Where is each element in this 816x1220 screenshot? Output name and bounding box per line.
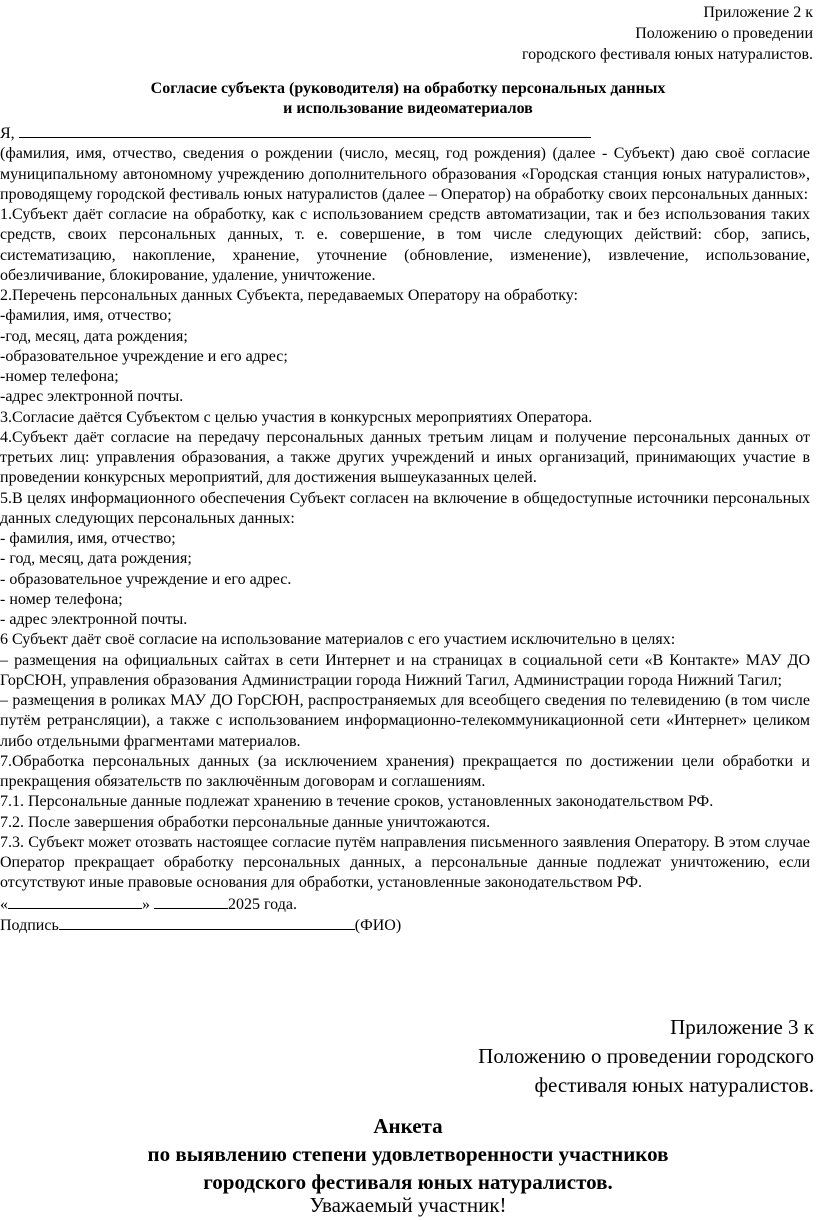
appendix-2-header xyxy=(393,2,816,65)
clause-5: 5.В целях информационного обеспечения Субъект согласен на включение в общедоступные источники персональных данных следующих персональных данных: xyxy=(0,489,810,527)
consent-body xyxy=(0,123,810,936)
signature-line xyxy=(0,915,810,936)
survey-title-line3: городского фестиваля юных натуралистов. xyxy=(203,1170,613,1194)
clause-2-item: -фамилия, имя, отчество; xyxy=(0,307,172,325)
name-prefix: Я, xyxy=(0,125,15,142)
clause-6: 6 Субъект даёт своё согласие на использование материалов с его участием исключительно в целях: xyxy=(0,631,676,649)
date-year: 2025 года. xyxy=(228,895,297,913)
survey-title-line2: по выявлению степени удовлетворенности участников xyxy=(147,1142,669,1166)
date-day-blank xyxy=(8,894,142,909)
clause-2-item: -адрес электронной почты. xyxy=(0,388,184,406)
date-line xyxy=(0,894,810,915)
date-month-blank xyxy=(154,894,228,909)
appendix-3-line2: Положению о проведении городского xyxy=(478,1044,814,1068)
clause-7: 7.Обработка персональных данных (за исключением хранения) прекращается по достижении цели обработки и прекращения обязательств по заключённым договорам и соглашениям. xyxy=(0,752,810,790)
clause-5-item: - образовательное учреждение и его адрес. xyxy=(0,570,292,588)
intro-paragraph: (фамилия, имя, отчество, сведения о рождении (число, месяц, год рождения) (далее - Субъект) даю своё согласие муниципальному автономному учреждению дополнительного образования «Городская станция юных натуралистов», проводящему городской фестиваль юных натуралистов (далее – Оператор) на обработку своих персональных данных: xyxy=(0,145,810,203)
consent-title-line1: Согласие субъекта (руководителя) на обработку персональных данных xyxy=(150,80,666,97)
clause-5-item: - фамилия, имя, отчество; xyxy=(0,530,176,547)
clause-5-item: - номер телефона; xyxy=(0,590,123,608)
consent-title-line2: и использование видеоматериалов xyxy=(283,100,533,117)
clause-6-purpose-b: – размещения в роликах МАУ ДО ГорСЮН, распространяемых для всеобщего сведения по телевидению (в том числе путём ретрансляции), а также с использованием информационно-телекоммуникационной сети «Интернет» целиком либо отдельными фрагментами материалов. xyxy=(0,692,810,750)
clause-2-item: -номер телефона; xyxy=(0,368,119,385)
appendix-3-line1: Приложение 3 к xyxy=(670,1015,814,1039)
date-quote-close: » xyxy=(142,895,150,913)
date-quote-open: « xyxy=(0,895,8,913)
appendix-3-header xyxy=(394,1013,816,1100)
name-line xyxy=(0,123,810,144)
clause-5-item: - адрес электронной почты. xyxy=(0,611,188,628)
clause-2-item: -образовательное учреждение и его адрес; xyxy=(0,347,288,365)
appendix-3-line3: фестиваля юных натуралистов. xyxy=(534,1073,814,1097)
appendix-2-line1: Приложение 2 к xyxy=(703,4,813,21)
clause-2: 2.Перечень персональных данных Субъекта, передаваемых Оператору на обработку: xyxy=(0,287,578,304)
appendix-2-line3: городского фестиваля юных натуралистов. xyxy=(521,46,813,63)
name-blank-line xyxy=(19,123,591,138)
clause-7-2: 7.2. После завершения обработки персональные данные уничтожаются. xyxy=(0,813,491,831)
survey-title xyxy=(0,1112,816,1196)
clause-7-1: 7.1. Персональные данные подлежат хранению в течение сроков, установленных законодательством РФ. xyxy=(0,793,714,811)
survey-title-line1: Анкета xyxy=(373,1114,443,1138)
clause-2-item: -год, месяц, дата рождения; xyxy=(0,327,188,345)
greeting: Уважаемый участник! xyxy=(309,1193,507,1217)
appendix-2-line2: Положению о проведении xyxy=(635,25,813,42)
clause-1: 1.Субъект даёт согласие на обработку, как с использованием средств автоматизации, так и без использования таких средств, своих персональных данных, т. е. совершение, в том числе следующих действий: сбор, запись, систематизацию, накопление, хранение, уточнение (обновление, изменение), извлечение, использование, обезличивание, блокирование, удаление, уничтожение. xyxy=(0,206,810,284)
clause-3: 3.Согласие даётся Субъектом с целью участия в конкурсных мероприятиях Оператора. xyxy=(0,408,593,426)
consent-title xyxy=(0,79,816,119)
clause-7-3: 7.3. Субъект может отозвать настоящее согласие путём направления письменного заявления Оператору. В этом случае Оператор прекращает обработку персональных данных, а персональные данные подлежат уничтожению, если отсутствуют иные правовые основания для обработки, установленные законодательством РФ. xyxy=(0,833,810,892)
clause-6-purpose-a: – размещения на официальных сайтах в сети Интернет и на страницах в социальной сети «В Контакте» МАУ ДО ГорСЮН, управления образования Администрации города Нижний Тагил, Администрации города Нижний Тагил; xyxy=(0,651,810,689)
clause-5-item: - год, месяц, дата рождения; xyxy=(0,550,192,568)
signature-label: Подпись xyxy=(0,916,59,934)
signature-blank xyxy=(59,915,355,930)
clause-4: 4.Субъект даёт согласие на передачу персональных данных третьим лицам и получение персональных данных от третьих лиц: управления образования, а также других учреждений и иных организаций, принимающих участие в проведении конкурсных мероприятий, для достижения вышеуказанных целей. xyxy=(0,428,810,487)
signature-fio-label: (ФИО) xyxy=(354,916,402,934)
